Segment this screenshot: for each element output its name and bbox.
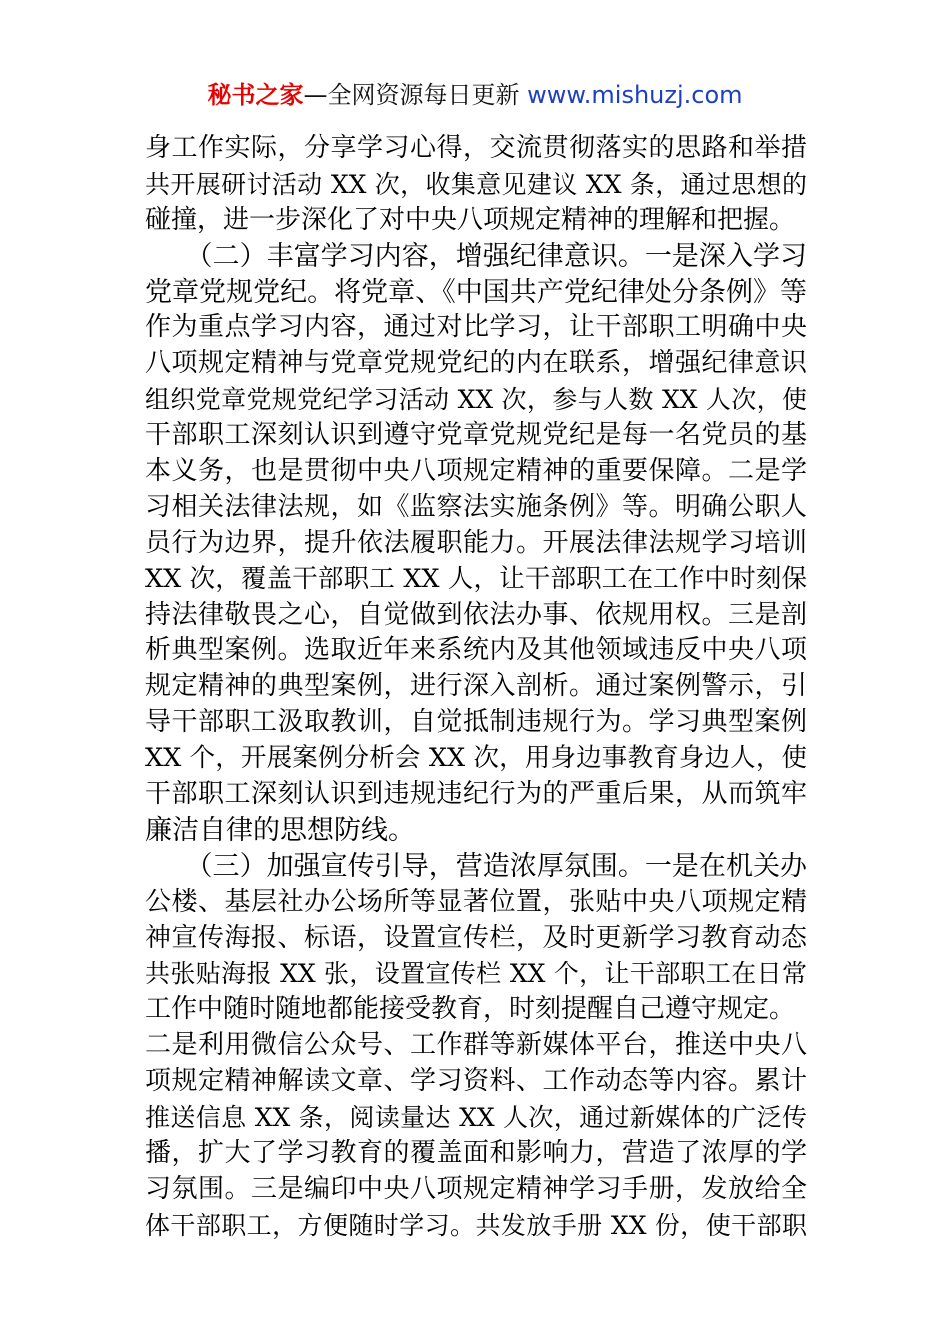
text-line: （三）加强宣传引导，营造浓厚氛围。一是在机关办: [145, 850, 807, 882]
text-line: 廉洁自律的思想防线。: [145, 814, 415, 846]
text-line: 本义务，也是贯彻中央八项规定精神的重要保障。二是学: [145, 456, 807, 487]
text-line: 工作中随时随地都能接受教育，时刻提醒自己遵守规定。: [145, 994, 796, 1025]
text-line: 共开展研讨活动 XX 次，收集意见建议 XX 条，通过思想的: [145, 169, 807, 199]
text-line: 推送信息 XX 条，阅读量达 XX 人次，通过新媒体的广泛传: [145, 1103, 807, 1133]
brand-name: 秘书之家: [207, 81, 304, 109]
text-line: 神宣传海报、标语，设置宣传栏，及时更新学习教育动态: [145, 922, 807, 953]
site-header: [0, 78, 950, 112]
text-line: 组织党章党规党纪学习活动 XX 次，参与人数 XX 人次，使: [145, 385, 807, 415]
text-line: 二是利用微信公众号、工作群等新媒体平台，推送中央八: [145, 1030, 807, 1061]
header-tagline: —全网资源每日更新: [303, 81, 520, 109]
text-line: 共张贴海报 XX 张，设置宣传栏 XX 个，让干部职工在日常: [145, 959, 807, 989]
text-line: 播，扩大了学习教育的覆盖面和影响力，营造了浓厚的学: [145, 1137, 807, 1168]
text-line: 析典型案例。选取近年来系统内及其他领域违反中央八项: [145, 635, 807, 666]
text-line: 项规定精神解读文章、学习资料、工作动态等内容。累计: [145, 1066, 807, 1097]
text-line: 公楼、基层社办公场所等显著位置，张贴中央八项规定精: [145, 886, 807, 917]
text-line: 碰撞，进一步深化了对中央八项规定精神的理解和把握。: [145, 204, 796, 235]
text-line: 八项规定精神与党章党规党纪的内在联系，增强纪律意识: [145, 348, 807, 379]
text-line: 体干部职工，方便随时学习。共发放手册 XX 份，使干部职: [145, 1210, 807, 1240]
text-line: 习氛围。三是编印中央八项规定精神学习手册，发放给全: [145, 1173, 807, 1204]
text-line: 员行为边界，提升依法履职能力。开展法律法规学习培训: [145, 527, 807, 558]
text-line: 干部职工深刻认识到遵守党章党规党纪是每一名党员的基: [145, 420, 807, 451]
text-line: 作为重点学习内容，通过对比学习，让干部职工明确中央: [145, 312, 807, 343]
document-body: [145, 131, 807, 1244]
text-line: 身工作实际，分享学习心得，交流贯彻落实的思路和举措: [145, 133, 807, 163]
text-line: XX 次，覆盖干部职工 XX 人，让干部职工在工作中时刻保: [145, 563, 807, 594]
text-line: 党章党规党纪。将党章、《中国共产党纪律处分条例》等: [145, 276, 807, 308]
text-line: 规定精神的典型案例，进行深入剖析。通过案例警示，引: [145, 671, 807, 702]
text-line: 持法律敬畏之心，自觉做到依法办事、依规用权。三是剖: [145, 599, 807, 630]
text-line: （二）丰富学习内容，增强纪律意识。一是深入学习: [145, 240, 807, 272]
text-line: 干部职工深刻认识到违规违纪行为的严重后果，从而筑牢: [145, 779, 807, 810]
site-url-link[interactable]: www.mishuzj.com: [527, 81, 743, 109]
text-line: 习相关法律法规，如《监察法实施条例》等。明确公职人: [145, 491, 807, 522]
text-line: 导干部职工汲取教训，自觉抵制违规行为。学习典型案例: [145, 707, 807, 738]
text-line: XX 个，开展案例分析会 XX 次，用身边事教育身边人，使: [145, 743, 807, 774]
